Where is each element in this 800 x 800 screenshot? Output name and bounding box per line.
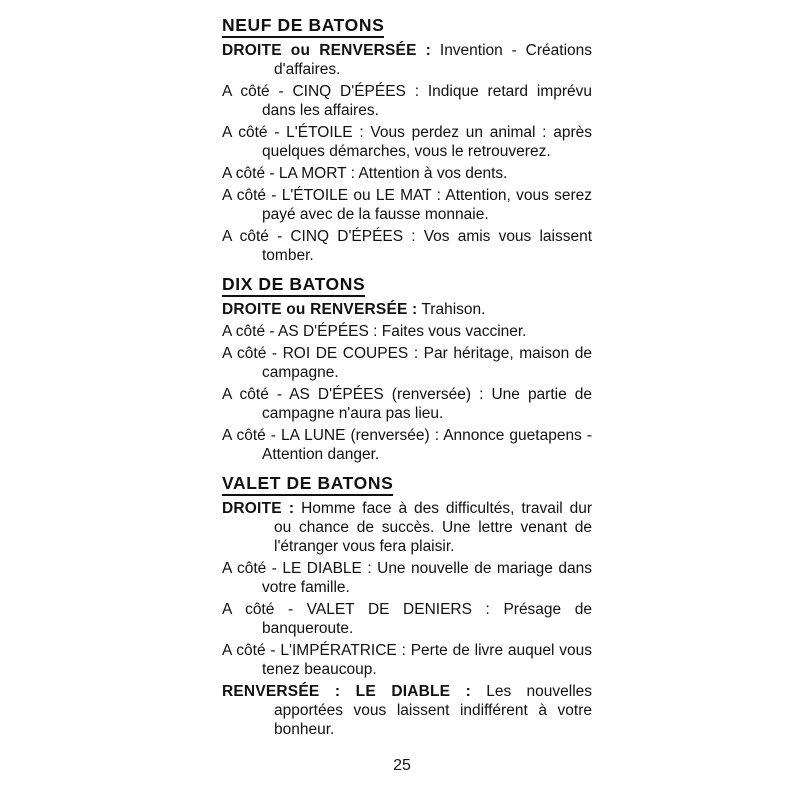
entry-text: Par héritage, maison de campagne. xyxy=(262,345,592,381)
entry xyxy=(222,123,592,161)
section-valet-de-batons xyxy=(222,472,592,739)
entry xyxy=(222,559,592,597)
entry-text: Indique retard imprévu dans les affaires. xyxy=(262,83,593,119)
entry xyxy=(222,426,592,464)
entry-lead: A côté - LA MORT : xyxy=(222,165,355,182)
entry-text: Faites vous vacciner. xyxy=(377,323,527,340)
entry-lead: A côté - L'ÉTOILE ou LE MAT : xyxy=(222,187,441,204)
entry xyxy=(222,641,592,679)
section-title: VALET DE BATONS xyxy=(222,472,393,496)
entry-lead: A côté - AS D'ÉPÉES (renversée) : xyxy=(222,386,484,403)
section-neuf-de-batons xyxy=(222,14,592,265)
entry-lead: RENVERSÉE : LE DIABLE : xyxy=(222,683,472,700)
entry-text: Vos amis vous laissent tomber. xyxy=(262,228,593,264)
entry xyxy=(222,322,592,341)
entry-text: Attention à vos dents. xyxy=(354,165,508,182)
entry xyxy=(222,186,592,224)
entry-lead: A côté - AS D'ÉPÉES : xyxy=(222,323,378,340)
entry-lead: A côté - LA LUNE (renversée) : xyxy=(222,427,440,444)
entry xyxy=(222,82,592,120)
entry-text: Invention - Créations d'affaires. xyxy=(274,42,592,78)
entry-lead: A côté - LE DIABLE : xyxy=(222,560,372,577)
entry-text: Trahison. xyxy=(417,301,486,318)
section-title: NEUF DE BATONS xyxy=(222,14,384,38)
entry-lead: DROITE ou RENVERSÉE : xyxy=(222,42,432,59)
entry-text: Une partie de campagne n'aura pas lieu. xyxy=(262,386,592,422)
entry xyxy=(222,499,592,556)
entry xyxy=(222,300,592,319)
entry xyxy=(222,41,592,79)
entry-lead: A côté - CINQ D'ÉPÉES : xyxy=(222,228,416,245)
entry xyxy=(222,385,592,423)
entry-text: Annonce guetapens - Attention danger. xyxy=(262,427,592,463)
entry-lead: DROITE ou RENVERSÉE : xyxy=(222,301,418,318)
entry-text: Une nouvelle de mariage dans votre famille. xyxy=(262,560,592,596)
entry-lead: A côté - L'IMPÉRATRICE : xyxy=(222,642,406,659)
page-number: 25 xyxy=(393,757,411,774)
entry-lead: DROITE : xyxy=(222,500,295,517)
entry xyxy=(222,600,592,638)
entry-lead: A côté - L'ÉTOILE : xyxy=(222,124,364,141)
section-title: DIX DE BATONS xyxy=(222,273,365,297)
entry xyxy=(222,227,592,265)
entry-text: Présage de banqueroute. xyxy=(262,601,592,637)
entry-lead: A côté - ROI DE COUPES : xyxy=(222,345,419,362)
entry-lead: A côté - CINQ D'ÉPÉES : xyxy=(222,83,420,100)
entry xyxy=(222,164,592,183)
entry xyxy=(222,682,592,739)
entry-text: Perte de livre auquel vous tenez beaucoup. xyxy=(262,642,592,678)
entry-lead: A côté - VALET DE DENIERS : xyxy=(222,601,490,618)
entry-text: Homme face à des difficultés, travail dur ou chance de succès. Une lettre venant de l'étranger vous fera plaisir. xyxy=(274,500,593,555)
section-dix-de-batons xyxy=(222,273,592,464)
entry-text: Vous perdez un animal : après quelques démarches, vous le retrouverez. xyxy=(262,124,593,160)
text-column xyxy=(222,14,592,747)
entry-text: Attention, vous serez payé avec de la fausse monnaie. xyxy=(262,187,592,223)
entry xyxy=(222,344,592,382)
entry-text: Les nouvelles apportées vous laissent indifférent à votre bonheur. xyxy=(274,683,593,738)
